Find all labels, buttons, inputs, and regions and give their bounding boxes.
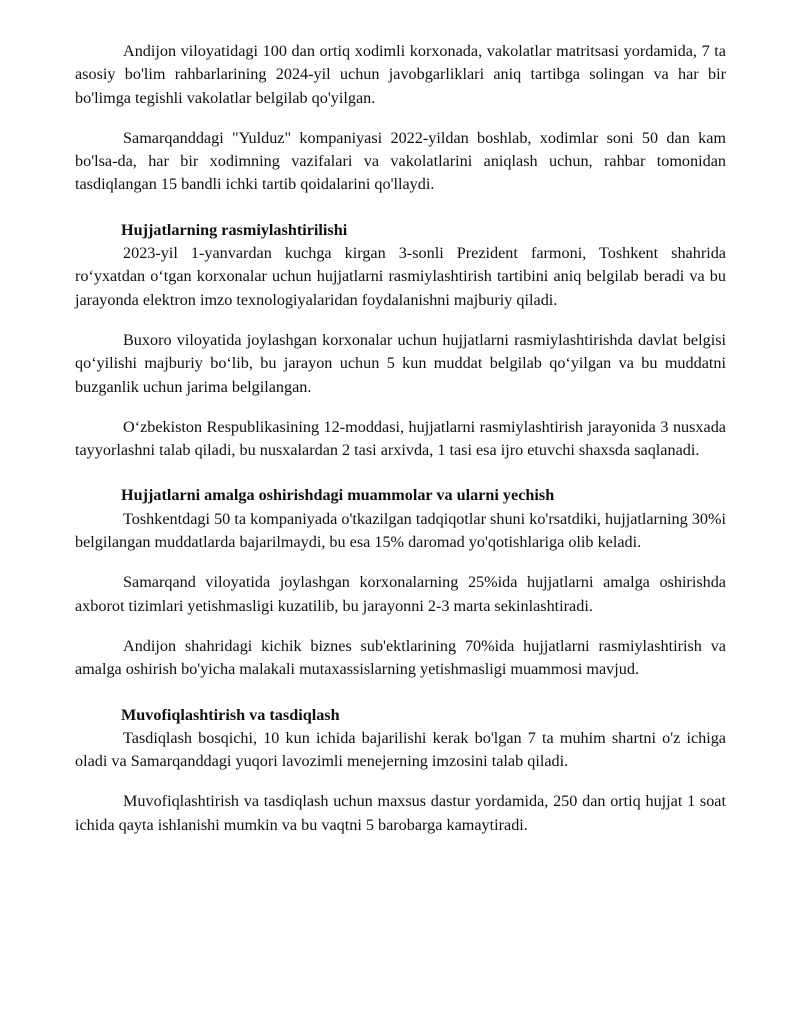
paragraph-andijon-matrix: Andijon viloyatidagi 100 dan ortiq xodimli korxonada, vakolatlar matritsasi yordamida, 7 ta asosiy bo'lim rahbarlarining 2024-yil uchun javobgarliklari aniq tartibga solingan va har bir bo'limga tegishli vakolatlar belgilab qo'yilgan. [75,42,726,107]
paragraph-andijon-specialists: Andijon shahridagi kichik biznes sub'ektlarining 70%ida hujjatlarni rasmiylashtirish va amalga oshirish bo'yicha malakali mutaxassislarning yetishmasligi muammosi mavjud. [75,636,726,679]
paragraph-samarqand-info-systems: Samarqand viloyatida joylashgan korxonalarning 25%ida hujjatlarni amalga oshirishda axborot tizimlari yetishmasligi kuzatilib, bu jarayonni 2-3 marta sekinlashtiradi. [75,573,726,615]
paragraph-president-decree: 2023-yil 1-yanvardan kuchga kirgan 3-sonli Prezident farmoni, Toshkent shahrida ro‘yxatdan o‘tgan korxonalar uchun hujjatlarni rasmiylashtirish tartibini aniq belgilab beradi va bu jarayonda elektron imzo texnologiyalaridan foydalanishni majburiy qiladi. [75,244,726,309]
heading-coordination-approval: Muvofiqlashtirish va tasdiqlash [121,705,340,724]
heading-implementation-problems: Hujjatlarni amalga oshirishdagi muammolar va ularni yechish [121,486,555,505]
paragraph-tashkent-research: Toshkentdagi 50 ta kompaniyada o'tkazilgan tadqiqotlar shuni ko'rsatdiki, hujjatlarning 30%i belgilangan muddatlarda bajarilmaydi, bu esa 15% daromad yo'qotishlariga olib keladi. [75,509,726,552]
paragraph-approval-stage: Tasdiqlash bosqichi, 10 kun ichida bajarilishi kerak bo'lgan 7 ta muhim shartni o'z ichiga oladi va Samarqanddagi yuqori lavozimli menejerning imzosini talab qiladi. [75,728,726,771]
paragraph-article-12: O‘zbekiston Respublikasining 12-moddasi, hujjatlarni rasmiylashtirish jarayonida 3 nusxada tayyorlashni talab qiladi, bu nusxalardan 2 tasi arxivda, 1 tasi esa ijro etuvchi shaxsda saqlanadi. [75,417,726,460]
paragraph-samarqand-yulduz: Samarqanddagi "Yulduz" kompaniyasi 2022-yildan boshlab, xodimlar soni 50 dan kam bo'lsa-da, har bir xodimning vazifalari va vakolatlarini aniqlash uchun, rahbar tomonidan tasdiqlangan 15 bandli ichki tartib qoidalarini qo'llaydi. [75,128,726,194]
paragraph-special-software: Muvofiqlashtirish va tasdiqlash uchun maxsus dastur yordamida, 250 dan ortiq hujjat 1 soat ichida qayta ishlanishi mumkin va bu vaqtni 5 barobarga kamaytiradi. [75,792,726,834]
heading-documents-formalization: Hujjatlarning rasmiylashtirilishi [121,220,348,239]
paragraph-bukhara-stamp: Buxoro viloyatida joylashgan korxonalar uchun hujjatlarni rasmiylashtirishda davlat belgisi qo‘yilishi majburiy bo‘lib, bu jarayon uchun 5 kun muddat belgilab qo‘yilgan va bu muddatni buzganlik uchun jarima belgilangan. [75,330,726,396]
document-page [75,40,726,854]
